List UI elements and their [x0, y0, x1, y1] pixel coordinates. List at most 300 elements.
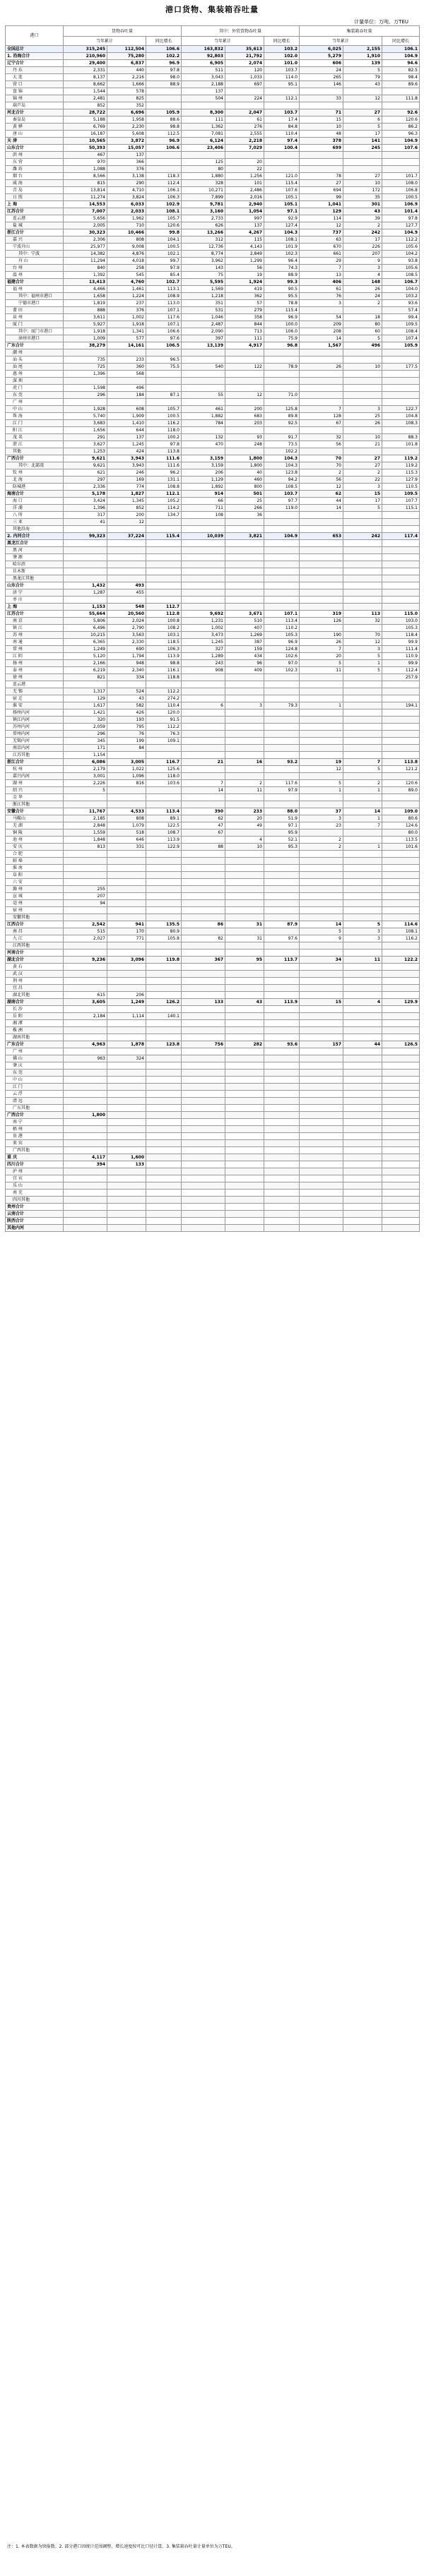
- value-cell: 1,009: [64, 335, 107, 342]
- value-cell: 103.7: [264, 67, 300, 74]
- value-cell: 97.8: [146, 67, 182, 74]
- value-cell: 296: [64, 392, 107, 399]
- value-cell: 206: [107, 992, 146, 999]
- value-cell: 242: [343, 533, 382, 540]
- value-cell: 2,024: [107, 618, 146, 625]
- value-cell: [225, 604, 264, 611]
- value-cell: [64, 349, 107, 357]
- table-row: [6, 300, 420, 307]
- value-cell: 13,139: [182, 342, 225, 349]
- value-cell: [182, 519, 225, 526]
- value-cell: 14: [300, 505, 343, 512]
- value-cell: 2,184: [64, 1013, 107, 1020]
- value-cell: 246: [107, 469, 146, 477]
- value-cell: 190: [300, 632, 343, 639]
- table-row: [6, 561, 420, 568]
- value-cell: 626: [182, 222, 225, 229]
- value-cell: 110.4: [146, 702, 182, 709]
- value-cell: 103.2: [382, 293, 420, 300]
- port-name-cell: 宣 城: [6, 893, 64, 900]
- value-cell: [107, 1070, 146, 1077]
- table-row: [6, 928, 420, 935]
- value-cell: [382, 1077, 420, 1084]
- value-cell: 102.2: [264, 448, 300, 455]
- value-cell: 941: [107, 921, 146, 928]
- value-cell: [343, 1084, 382, 1091]
- value-cell: 1,249: [64, 646, 107, 653]
- value-cell: [382, 1133, 420, 1140]
- value-cell: 1,827: [107, 491, 146, 498]
- value-cell: [300, 745, 343, 752]
- value-cell: [107, 971, 146, 978]
- value-cell: 852: [64, 102, 107, 109]
- value-cell: 112.4: [146, 180, 182, 187]
- value-cell: 112.1: [146, 491, 182, 498]
- value-cell: [225, 1077, 264, 1084]
- value-cell: [225, 731, 264, 738]
- value-cell: [182, 766, 225, 773]
- value-cell: 1,882: [182, 413, 225, 420]
- port-name-cell: 哈尔滨: [6, 561, 64, 568]
- value-cell: [300, 1204, 343, 1211]
- value-cell: [300, 709, 343, 717]
- value-cell: [382, 547, 420, 554]
- value-cell: 111: [225, 335, 264, 342]
- port-name-cell: 重 庆: [6, 1154, 64, 1161]
- value-cell: 711: [182, 505, 225, 512]
- value-cell: [300, 589, 343, 597]
- table-row: [6, 992, 420, 999]
- value-cell: [182, 745, 225, 752]
- value-cell: [182, 1105, 225, 1112]
- value-cell: 274.2: [146, 695, 182, 702]
- value-cell: 1,421: [64, 709, 107, 717]
- value-cell: [343, 858, 382, 865]
- value-cell: [225, 1182, 264, 1190]
- table-row: [6, 554, 420, 561]
- port-name-cell: 汕 尾: [6, 364, 64, 371]
- value-cell: 126.2: [146, 999, 182, 1006]
- value-cell: 193: [107, 717, 146, 724]
- table-row: [6, 547, 420, 554]
- value-cell: 99.7: [146, 258, 182, 265]
- value-cell: 2,331: [64, 67, 107, 74]
- value-cell: [225, 568, 264, 575]
- footnote: 注：1. 本表数据为快报数。2. 部分港口因统计范围调整，增长速度按可比口径计算。3. 集装箱吞吐量计量单位为万TEU。: [7, 2544, 235, 2549]
- table-row: [6, 787, 420, 794]
- value-cell: 17: [343, 498, 382, 505]
- value-cell: 89.0: [382, 787, 420, 794]
- value-cell: 1,410: [107, 420, 146, 427]
- value-cell: 24: [343, 293, 382, 300]
- value-cell: 9,781: [182, 201, 225, 208]
- value-cell: 111.6: [146, 462, 182, 469]
- value-cell: [182, 801, 225, 808]
- value-cell: [343, 1112, 382, 1119]
- value-cell: 808: [107, 815, 146, 822]
- value-cell: 3,096: [107, 957, 146, 964]
- table-row: [6, 597, 420, 604]
- value-cell: 92.6: [382, 109, 420, 116]
- table-row: [6, 314, 420, 321]
- value-cell: 112.7: [146, 604, 182, 611]
- port-name-cell: 其他: [6, 448, 64, 455]
- value-cell: 19: [225, 272, 264, 279]
- value-cell: [146, 1140, 182, 1147]
- value-cell: 2,016: [225, 194, 264, 201]
- value-cell: [382, 1006, 420, 1013]
- value-cell: [343, 1197, 382, 1204]
- value-cell: 100.5: [382, 194, 420, 201]
- port-name-cell: 漳州市港口: [6, 335, 64, 342]
- table-row: [6, 74, 420, 81]
- value-cell: [300, 88, 343, 95]
- value-cell: 115.0: [382, 611, 420, 618]
- value-cell: [146, 1218, 182, 1225]
- value-cell: 5,656: [64, 215, 107, 222]
- value-cell: 366: [107, 159, 146, 166]
- value-cell: [343, 519, 382, 526]
- value-cell: 315,245: [64, 46, 107, 53]
- value-cell: 104.0: [382, 286, 420, 293]
- value-cell: 78: [300, 173, 343, 180]
- port-name-cell: 湘 潭: [6, 1020, 64, 1027]
- value-cell: 2,486: [225, 187, 264, 194]
- value-cell: [300, 526, 343, 533]
- value-cell: 115.1: [382, 505, 420, 512]
- value-cell: [382, 392, 420, 399]
- value-cell: 120.6: [382, 780, 420, 787]
- port-name-cell: 其中：北部湾: [6, 462, 64, 469]
- value-cell: 11: [300, 667, 343, 674]
- port-name-cell: 滁 州: [6, 886, 64, 893]
- port-name-cell: 宜 宾: [6, 1175, 64, 1182]
- value-cell: 98.8: [146, 660, 182, 667]
- value-cell: [146, 865, 182, 872]
- port-name-cell: 岳 阳: [6, 1013, 64, 1020]
- value-cell: [225, 681, 264, 688]
- value-cell: 3,424: [64, 498, 107, 505]
- value-cell: [382, 1161, 420, 1168]
- table-row: [6, 60, 420, 67]
- value-cell: 21: [182, 759, 225, 766]
- value-cell: 70: [300, 455, 343, 462]
- port-name-cell: 贵 港: [6, 1133, 64, 1140]
- table-row: [6, 131, 420, 138]
- value-cell: [107, 752, 146, 759]
- value-cell: 6,365: [64, 639, 107, 646]
- value-cell: 124.8: [264, 646, 300, 653]
- value-cell: 70: [343, 632, 382, 639]
- value-cell: [107, 787, 146, 794]
- table-row: [6, 378, 420, 385]
- value-cell: 56: [300, 477, 343, 484]
- value-cell: 367: [182, 957, 225, 964]
- value-cell: [182, 1055, 225, 1062]
- value-cell: [343, 1055, 382, 1062]
- port-name-cell: 三 亚: [6, 519, 64, 526]
- value-cell: 2,733: [182, 215, 225, 222]
- value-cell: 20,560: [107, 611, 146, 618]
- value-cell: 3,001: [64, 773, 107, 780]
- value-cell: [182, 102, 225, 109]
- value-cell: [182, 1140, 225, 1147]
- value-cell: 1,396: [64, 505, 107, 512]
- value-cell: 103.7: [264, 109, 300, 116]
- value-cell: 99.9: [382, 660, 420, 667]
- value-cell: 118.4: [382, 632, 420, 639]
- value-cell: 2,047: [225, 109, 264, 116]
- value-cell: 248: [225, 441, 264, 448]
- port-name-cell: 金 华: [6, 794, 64, 801]
- value-cell: 105.2: [146, 498, 182, 505]
- value-cell: 1,848: [64, 837, 107, 844]
- value-cell: 111: [182, 116, 225, 124]
- value-cell: 1,289: [182, 653, 225, 660]
- value-cell: 104.9: [382, 138, 420, 145]
- value-cell: [225, 1091, 264, 1098]
- table-row: [6, 971, 420, 978]
- value-cell: 110.4: [264, 131, 300, 138]
- value-cell: [225, 801, 264, 808]
- value-cell: [182, 773, 225, 780]
- value-cell: [300, 724, 343, 731]
- value-cell: [264, 674, 300, 681]
- port-name-cell: 九 江: [6, 935, 64, 942]
- value-cell: [182, 1034, 225, 1041]
- value-cell: 5,595: [182, 279, 225, 286]
- value-cell: [264, 589, 300, 597]
- value-cell: [146, 942, 182, 949]
- value-cell: [146, 88, 182, 95]
- value-cell: [64, 1204, 107, 1211]
- port-name-cell: 泰 州: [6, 667, 64, 674]
- value-cell: 1,909: [107, 413, 146, 420]
- value-cell: [264, 879, 300, 886]
- value-cell: 119.8: [146, 957, 182, 964]
- value-cell: [107, 978, 146, 985]
- value-cell: 317: [64, 512, 107, 519]
- value-cell: 2,848: [64, 822, 107, 829]
- table-row: [6, 646, 420, 653]
- value-cell: 3,683: [64, 420, 107, 427]
- table-row: [6, 251, 420, 258]
- value-cell: [343, 625, 382, 632]
- value-cell: [343, 1077, 382, 1084]
- value-cell: [182, 597, 225, 604]
- value-cell: [343, 1204, 382, 1211]
- value-cell: [146, 1175, 182, 1182]
- port-name-cell: 南 京: [6, 618, 64, 625]
- value-cell: [264, 582, 300, 589]
- value-cell: [225, 1126, 264, 1133]
- value-cell: [64, 378, 107, 385]
- value-cell: [343, 357, 382, 364]
- value-cell: [146, 1147, 182, 1154]
- value-cell: [300, 554, 343, 561]
- value-cell: [182, 992, 225, 999]
- value-cell: 11: [225, 787, 264, 794]
- value-cell: 116.7: [146, 759, 182, 766]
- value-cell: [146, 900, 182, 907]
- port-name-cell: 肇 庆: [6, 1062, 64, 1070]
- value-cell: [382, 349, 420, 357]
- value-cell: 98.0: [146, 74, 182, 81]
- table-row: [6, 1211, 420, 1218]
- value-cell: 101.6: [382, 844, 420, 851]
- value-cell: 114.0: [264, 74, 300, 81]
- value-cell: [264, 1077, 300, 1084]
- value-cell: 115.4: [264, 307, 300, 314]
- value-cell: [182, 971, 225, 978]
- value-cell: 118.8: [146, 674, 182, 681]
- value-cell: [146, 1020, 182, 1027]
- value-cell: 3: [343, 484, 382, 491]
- value-cell: [182, 1154, 225, 1161]
- value-cell: 60: [343, 328, 382, 335]
- port-name-cell: 黄 石: [6, 964, 64, 971]
- value-cell: [264, 1020, 300, 1027]
- value-cell: [343, 547, 382, 554]
- value-cell: 12: [300, 766, 343, 773]
- port-name-cell: 亳 州: [6, 900, 64, 907]
- value-cell: 89.1: [146, 815, 182, 822]
- value-cell: 44: [300, 498, 343, 505]
- port-name-cell: 六 安: [6, 879, 64, 886]
- port-name-cell: 1. 沿海合计: [6, 53, 64, 60]
- port-name-cell: 浙江其他: [6, 801, 64, 808]
- value-cell: [64, 681, 107, 688]
- value-cell: [264, 1013, 300, 1020]
- port-name-cell: 黑龙江合计: [6, 540, 64, 547]
- port-name-cell: 黑龙江其他: [6, 575, 64, 582]
- value-cell: [343, 1013, 382, 1020]
- value-cell: [300, 1218, 343, 1225]
- value-cell: 95.5: [264, 293, 300, 300]
- port-name-cell: 湖南合计: [6, 999, 64, 1006]
- value-cell: 1,617: [64, 702, 107, 709]
- value-cell: 109.5: [382, 491, 420, 498]
- value-cell: 6: [182, 702, 225, 709]
- port-name-cell: 广东合计: [6, 342, 64, 349]
- value-cell: 102.3: [264, 251, 300, 258]
- value-cell: 2,090: [182, 328, 225, 335]
- value-cell: 103.7: [264, 491, 300, 498]
- value-cell: 5: [300, 660, 343, 667]
- value-cell: [225, 865, 264, 872]
- value-cell: [64, 1133, 107, 1140]
- table-row: [6, 222, 420, 229]
- value-cell: 209: [300, 321, 343, 328]
- value-cell: [225, 589, 264, 597]
- value-cell: 6: [343, 116, 382, 124]
- value-cell: [300, 1161, 343, 1168]
- port-name-cell: 广西合计: [6, 455, 64, 462]
- table-row: [6, 709, 420, 717]
- value-cell: 104.9: [264, 533, 300, 540]
- port-name-cell: 苏 州: [6, 632, 64, 639]
- table-row: [6, 829, 420, 837]
- value-cell: [343, 1048, 382, 1055]
- table-row: [6, 822, 420, 829]
- value-cell: [146, 1006, 182, 1013]
- value-cell: [146, 1182, 182, 1190]
- value-cell: 101.9: [264, 244, 300, 251]
- value-cell: 319: [300, 611, 343, 618]
- value-cell: [107, 1211, 146, 1218]
- value-cell: 76: [300, 293, 343, 300]
- table-row: [6, 434, 420, 441]
- value-cell: 116.2: [382, 935, 420, 942]
- value-cell: 108.2: [146, 625, 182, 632]
- value-cell: [382, 1126, 420, 1133]
- value-cell: 41: [64, 519, 107, 526]
- value-cell: [107, 886, 146, 893]
- value-cell: 29,400: [64, 60, 107, 67]
- value-cell: [107, 1218, 146, 1225]
- value-cell: 3,563: [107, 632, 146, 639]
- value-cell: 82: [182, 935, 225, 942]
- value-cell: [107, 801, 146, 808]
- value-cell: [300, 900, 343, 907]
- port-name-cell: 虎 门: [6, 385, 64, 392]
- value-cell: [382, 575, 420, 582]
- value-cell: [182, 152, 225, 159]
- value-cell: 291: [64, 434, 107, 441]
- value-cell: 504: [182, 95, 225, 102]
- port-name-cell: 汕 头: [6, 357, 64, 364]
- value-cell: 37,224: [107, 533, 146, 540]
- throughput-table: [5, 25, 420, 1232]
- port-name-cell: 广西其他: [6, 1147, 64, 1154]
- value-cell: 9,692: [182, 611, 225, 618]
- value-cell: [264, 886, 300, 893]
- value-cell: [182, 582, 225, 589]
- value-cell: [225, 886, 264, 893]
- value-cell: [382, 604, 420, 611]
- value-cell: 4,466: [64, 286, 107, 293]
- value-cell: [107, 858, 146, 865]
- value-cell: 61: [225, 116, 264, 124]
- value-cell: [225, 851, 264, 858]
- port-name-cell: 江苏合计: [6, 611, 64, 618]
- value-cell: 14,553: [64, 201, 107, 208]
- value-cell: 127.9: [382, 477, 420, 484]
- value-cell: 105.1: [264, 201, 300, 208]
- value-cell: [264, 681, 300, 688]
- value-cell: [146, 886, 182, 893]
- port-name-cell: 东 莞: [6, 392, 64, 399]
- value-cell: 125.8: [264, 406, 300, 413]
- value-cell: 129: [64, 695, 107, 702]
- value-cell: [146, 1091, 182, 1098]
- value-cell: 104.3: [264, 229, 300, 236]
- value-cell: 128: [300, 413, 343, 420]
- value-cell: 11,294: [64, 258, 107, 265]
- value-cell: [343, 773, 382, 780]
- value-cell: [225, 554, 264, 561]
- value-cell: [225, 540, 264, 547]
- value-cell: 102.7: [146, 279, 182, 286]
- value-cell: 7,899: [182, 194, 225, 201]
- value-cell: [343, 1182, 382, 1190]
- value-cell: 800: [225, 484, 264, 491]
- port-name-cell: 深 圳: [6, 378, 64, 385]
- value-cell: [264, 1034, 300, 1041]
- value-cell: 2: [225, 780, 264, 787]
- value-cell: [300, 1062, 343, 1070]
- value-cell: [343, 949, 382, 957]
